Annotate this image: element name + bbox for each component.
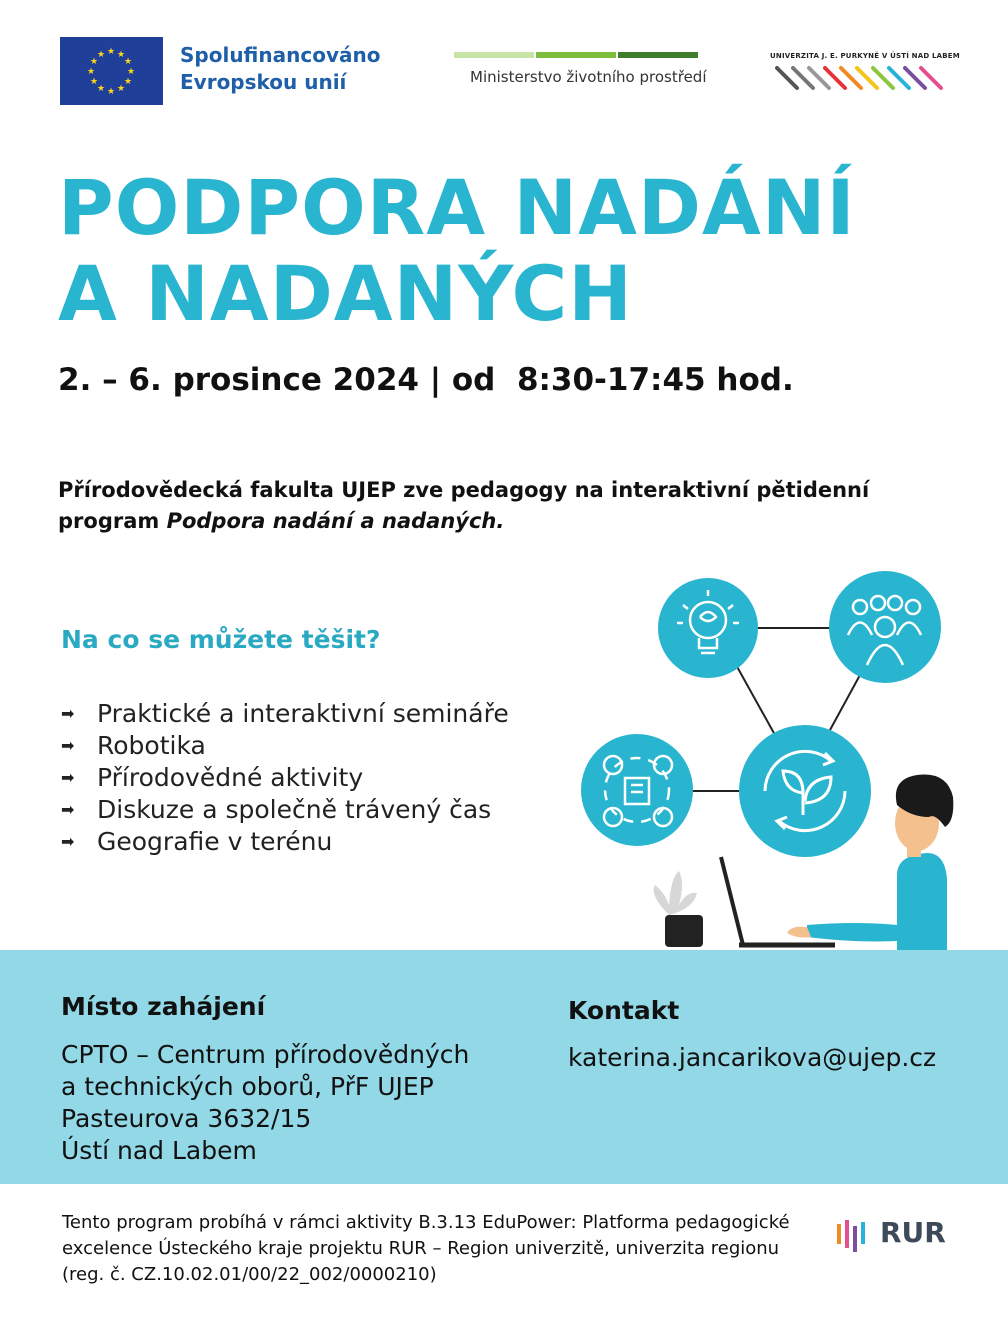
recycle-leaf-icon xyxy=(739,725,871,857)
plant-decoration xyxy=(654,871,703,947)
place-address: CPTO – Centrum přírodovědných a technických oborů, PřF UJEP Pasteurova 3632/15 Ústí nad Labem xyxy=(61,1040,470,1165)
rur-logo-icon xyxy=(835,1218,871,1254)
list-item: ➡ Přírodovědné aktivity xyxy=(61,763,364,792)
expect-heading: Na co se můžete těšit? xyxy=(61,625,381,654)
person-laptop-illustration xyxy=(575,565,955,975)
eu-cofunded-text: Spolufinancováno Evropskou unií xyxy=(180,43,381,94)
svg-text:★: ★ xyxy=(116,84,126,94)
svg-text:★: ★ xyxy=(96,50,106,60)
svg-text:★: ★ xyxy=(106,47,116,57)
ministry-name: Ministerstvo životního prostředí xyxy=(470,68,707,86)
contact-heading: Kontakt xyxy=(568,996,680,1025)
arrow-bullet-icon: ➡ xyxy=(61,736,75,755)
svg-text:★: ★ xyxy=(89,57,99,67)
arrow-bullet-icon: ➡ xyxy=(61,704,75,723)
university-logo-stripes xyxy=(775,64,945,92)
svg-text:★: ★ xyxy=(126,67,136,77)
page-title: PODPORA NADÁNÍ A NADANÝCH xyxy=(58,163,856,338)
event-date: 2. – 6. prosince 2024 | od 8:30-17:45 hod. xyxy=(58,362,794,398)
arrow-bullet-icon: ➡ xyxy=(61,800,75,819)
rur-logo-text: RUR xyxy=(880,1216,946,1249)
list-item: ➡ Diskuze a společně trávený čas xyxy=(61,795,492,824)
list-item: ➡ Robotika xyxy=(61,731,206,760)
svg-text:★: ★ xyxy=(123,57,133,67)
arrow-bullet-icon: ➡ xyxy=(61,832,75,851)
contact-email: katerina.jancarikova@ujep.cz xyxy=(568,1043,937,1072)
svg-text:★: ★ xyxy=(106,87,116,97)
eu-flag-icon xyxy=(60,37,163,105)
svg-text:★: ★ xyxy=(116,50,126,60)
list-item: ➡ Praktické a interaktivní semináře xyxy=(61,699,509,728)
place-heading: Místo zahájení xyxy=(61,992,266,1021)
arrow-bullet-icon: ➡ xyxy=(61,768,75,787)
svg-text:★: ★ xyxy=(123,77,133,87)
svg-text:★: ★ xyxy=(96,84,106,94)
university-name: UNIVERZITA J. E. PURKYNĚ V ÚSTÍ NAD LABEM xyxy=(770,52,960,60)
svg-text:★: ★ xyxy=(89,77,99,87)
footer-note: Tento program probíhá v rámci aktivity B.3.13 EduPower: Platforma pedagogické excelence Ústeckého kraje projektu RUR – Region univerzitě, univerzita regionu (reg. č. CZ.10.02.01/00/22_002/0000210) xyxy=(62,1212,790,1285)
ministry-logo-bars xyxy=(454,52,698,58)
list-item: ➡ Geografie v terénu xyxy=(61,827,333,856)
expect-list xyxy=(61,698,509,858)
people-group-icon xyxy=(829,571,941,683)
lightbulb-brain-icon xyxy=(658,578,758,678)
svg-text:★: ★ xyxy=(86,67,96,77)
network-building-icon xyxy=(581,734,693,846)
intro-text: Přírodovědecká fakulta UJEP zve pedagogy na interaktivní pětidenní program Podpora nadání a nadaných. xyxy=(58,478,870,533)
